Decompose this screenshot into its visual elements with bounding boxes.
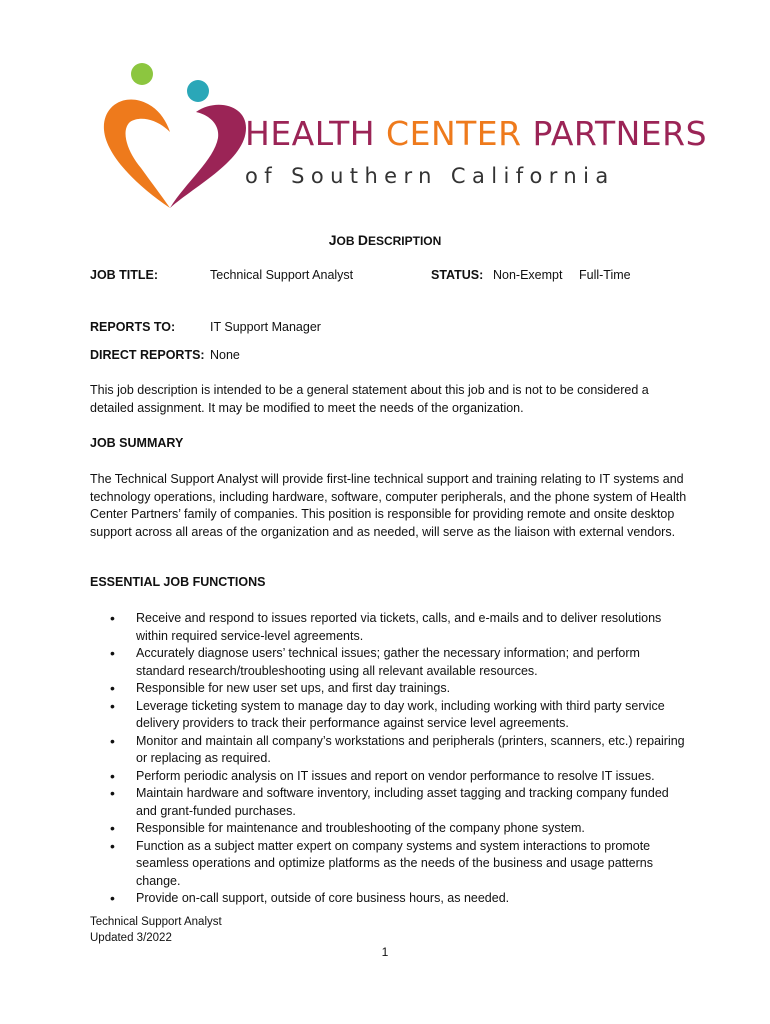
job-title-label: JOB TITLE: <box>90 268 159 282</box>
direct-reports-value: None <box>210 348 240 362</box>
list-item: • Responsible for new user set ups, and first day trainings. <box>90 680 690 698</box>
title-cap-d: D <box>357 232 368 248</box>
job-title-value: Technical Support Analyst <box>210 268 354 282</box>
list-item: • Maintain hardware and software inventory, including asset tagging and tracking company funded and grant-funded purchases. <box>90 785 690 820</box>
org-name-part-1: HEALTH <box>245 114 387 153</box>
page-footer <box>90 914 222 946</box>
org-name-part-3: PARTNERS <box>521 114 708 153</box>
list-item: • Function as a subject matter expert on company systems and system interactions to promote seamless operations and optimize platforms as the needs of the business and usage patterns change. <box>90 838 690 891</box>
list-item: • Perform periodic analysis on IT issues and report on vendor performance to resolve IT issues. <box>90 768 690 786</box>
page-number: 1 <box>381 945 389 959</box>
reports-to-value: IT Support Manager <box>210 320 321 334</box>
title-rest-2: ESCRIPTION <box>367 234 442 248</box>
organization-subtitle: of Southern California <box>245 164 615 188</box>
title-rest-1: OB <box>336 234 358 248</box>
logo-orange-stroke <box>104 99 170 208</box>
job-summary-heading: JOB SUMMARY <box>90 436 184 450</box>
list-item: • Accurately diagnose users’ technical issues; gather the necessary information; and perform standard research/troubleshooting using all relevant available resources. <box>90 645 690 680</box>
essential-functions-heading: ESSENTIAL JOB FUNCTIONS <box>90 575 266 589</box>
essential-functions-list <box>90 610 690 908</box>
logo-teal-dot <box>187 80 209 102</box>
list-item: • Provide on-call support, outside of core business hours, as needed. <box>90 890 690 908</box>
list-item: • Leverage ticketing system to manage day to day work, including working with third party service delivery providers to track their performance against service level agreements. <box>90 698 690 733</box>
title-cap-j: J <box>328 232 337 248</box>
footer-updated-date: Updated 3/2022 <box>90 932 172 944</box>
status-label: STATUS: <box>431 268 484 282</box>
list-item: • Monitor and maintain all company’s workstations and peripherals (printers, scanners, etc.) repairing or replacing as required. <box>90 733 690 768</box>
org-name-part-2: CENTER <box>386 114 522 153</box>
status-value-exempt: Non-Exempt <box>493 268 563 282</box>
heart-logo-icon <box>96 60 266 212</box>
footer-doc-name: Technical Support Analyst <box>90 916 222 928</box>
logo-maroon-stroke <box>170 105 246 208</box>
intro-paragraph: This job description is intended to be a general statement about this job and is not to be considered a detailed assignment. It may be modified to meet the needs of the organization. <box>90 383 649 415</box>
reports-to-label: REPORTS TO: <box>90 320 176 334</box>
direct-reports-label: DIRECT REPORTS: <box>90 348 205 362</box>
job-summary-text: The Technical Support Analyst will provide first-line technical support and training relating to IT systems and technology operations, including hardware, software, computer peripherals, and the phone system of Health Center Partners’ family of companies. This position is responsible for providing remote and onsite desktop support across all areas of the organization and as needed, will serve as the liaison with external vendors. <box>90 472 687 539</box>
status-value-fulltime: Full-Time <box>579 268 631 282</box>
logo-green-dot <box>131 63 153 85</box>
list-item: • Responsible for maintenance and troubleshooting of the company phone system. <box>90 820 690 838</box>
document-title <box>0 232 770 248</box>
list-item: • Receive and respond to issues reported via tickets, calls, and e-mails and to deliver resolutions within required service-level agreements. <box>90 610 690 645</box>
organization-name <box>245 114 707 154</box>
